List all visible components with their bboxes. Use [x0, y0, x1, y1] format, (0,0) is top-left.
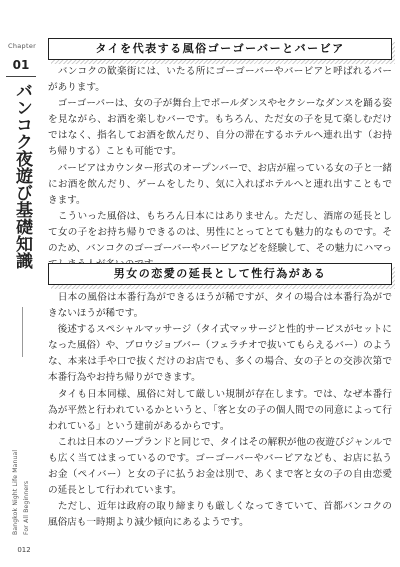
chapter-title: バンコク夜遊び基礎知識 [12, 82, 32, 269]
chapter-number: 01 [12, 58, 30, 72]
section-heading-1 [48, 38, 392, 60]
sidebar-divider [22, 307, 23, 357]
paragraph: バンコクの歓楽街には、いたる所にゴーゴーバーやバービアと呼ばれるバーがあります。 [48, 66, 392, 94]
book-title-line2: For All Beginners [23, 480, 30, 535]
paragraph: タイも日本同様、風俗に対して厳しい規制が存在します。では、なぜ本番行為が平然と行われているかというと、「客と女の子の個人間での同意によって行われている」という建前があるからです。 [48, 388, 392, 432]
chapter-divider [6, 76, 36, 77]
paragraph: ゴーゴーバーは、女の子が舞台上でポールダンスやセクシーなダンスを踊る姿を見ながら、お酒を楽しむバーです。もちろん、ただ女の子を見て楽しむだけではなく、指名してお酒を飲んだり、自分の滞在するホテルへ連れ出す（お持ち帰りする）ことも可能です。 [48, 98, 392, 158]
paragraph: こういった風俗は、もちろん日本にはありません。ただし、酒席の延長として女の子をお持ち帰りできるのは、男性にとってとても魅力的なものです。そのため、バンコクのゴーゴーバーやバービアなどを経験して、その魅力にハマっ [48, 210, 392, 255]
paragraph: バービアはカウンター形式のオープンバーで、お店が雇っている女の子と一緒にお酒を飲んだり、ゲームをしたり、気に入ればホテルへと連れ出すこともできます。 [48, 162, 392, 206]
section-heading-1-text: タイを代表する風俗ゴーゴーバーとバービア [91, 42, 348, 55]
book-title-line1: Bangkok Night Life Manual [12, 449, 19, 535]
section-2-body [48, 290, 392, 531]
chapter-label: Chapter [8, 42, 37, 50]
section-heading-2-text: 男女の恋愛の延長として性行為がある [110, 267, 331, 280]
section-1-body [48, 64, 392, 273]
paragraph: ただし、近年は政府の取り締まりも厳しくなってきていて、首都バンコクの風俗店も一時期より減少傾向にあるようです。 [48, 501, 392, 529]
paragraph: これは日本のソープランドと同じで、タイはその解釈が他の夜遊びジャンルでも広く当てはまっているのです。ゴーゴーバーやバービアなども、お店に払うお金（ペイバー）と女の子に払うお金は別で、あくまで客と女の子の自由恋愛の延長として行われています。 [48, 436, 392, 497]
paragraph: 日本の風俗は本番行為ができるほうが稀ですが、タイの場合は本番行為ができないほうが稀です。 [48, 292, 392, 320]
page-number: 012 [17, 546, 31, 554]
sidebar [0, 0, 44, 567]
paragraph: 後述するスペシャルマッサージ（タイ式マッサージと性的サービスがセットになった風俗）や、ブロウジョブバー（フェラチオで抜いてもらえるバー）のような、本来は手や口で抜くだけのお店でも、多くの場合、女の子との交渉次第で本番行為やお持ち帰りができます。 [48, 324, 392, 384]
book-title [10, 365, 34, 535]
section-heading-2 [48, 263, 392, 285]
